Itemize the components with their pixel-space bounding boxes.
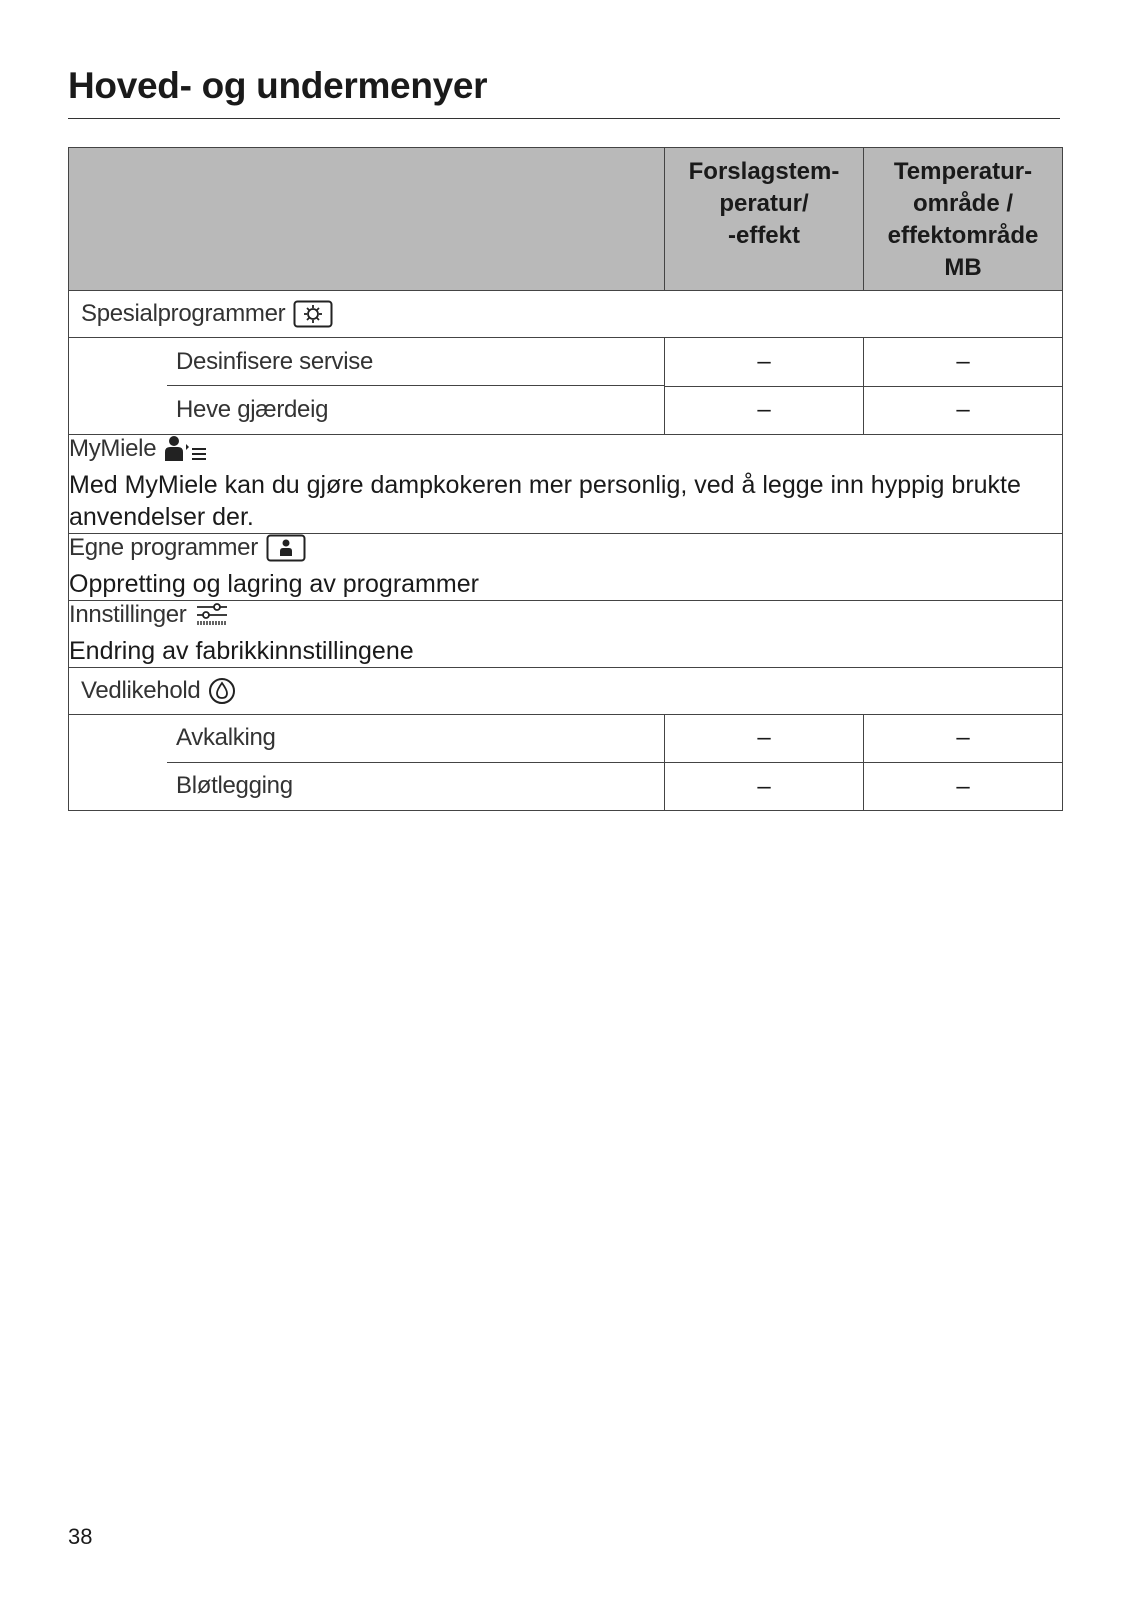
section-description: Oppretting og lagring av programmer — [69, 569, 479, 598]
mymiele-icon — [164, 435, 208, 463]
range-value: – — [864, 763, 1063, 811]
submenu-label: Bløtlegging — [176, 772, 293, 800]
section-maintenance — [69, 667, 1063, 714]
section-special-programs — [69, 291, 1063, 338]
menu-label: MyMiele — [69, 435, 1062, 463]
settings-sliders-icon — [195, 601, 229, 629]
table-row — [69, 386, 1063, 434]
page-number: 38 — [68, 1524, 93, 1549]
submenu-label: Heve gjærdeig — [176, 395, 329, 423]
user-programs-icon — [266, 534, 306, 562]
submenu-label: Avkalking — [167, 715, 664, 763]
table-row — [69, 763, 1063, 811]
submenu-label: Desinfisere servise — [167, 338, 664, 386]
table-row — [69, 338, 1063, 387]
range-value: – — [864, 338, 1063, 387]
suggested-value: – — [665, 338, 864, 387]
range-value: – — [864, 714, 1063, 763]
section-settings — [69, 600, 1063, 667]
menu-label: Spesialprogrammer — [81, 300, 1062, 328]
section-description: Med MyMiele kan du gjøre dampkokeren mer personlig, ved å legge inn hyppig brukte anvendelser der. — [69, 470, 1021, 531]
section-mymiele — [69, 434, 1063, 533]
title-divider — [68, 118, 1060, 119]
table-header-row — [69, 148, 1063, 291]
menu-label: Vedlikehold — [81, 677, 1062, 705]
menu-label: Egne programmer — [69, 534, 1062, 562]
suggested-value: – — [665, 386, 864, 434]
section-user-programs — [69, 533, 1063, 600]
header-temperature-range: Temperatur- område / effektområde MB — [864, 148, 1063, 291]
special-programs-icon — [293, 300, 333, 328]
section-description: Endring av fabrikkinnstillingene — [69, 636, 414, 665]
suggested-value: – — [665, 763, 864, 811]
page-title: Hoved- og undermenyer — [68, 65, 488, 106]
suggested-value: – — [665, 714, 864, 763]
header-menu — [69, 148, 665, 291]
table-row — [69, 714, 1063, 763]
maintenance-drop-icon — [208, 677, 236, 705]
header-suggested-temperature: Forslagstem- peratur/ -effekt — [665, 148, 864, 291]
menu-table — [68, 147, 1063, 811]
range-value: – — [864, 386, 1063, 434]
menu-label: Innstillinger — [69, 601, 1062, 629]
